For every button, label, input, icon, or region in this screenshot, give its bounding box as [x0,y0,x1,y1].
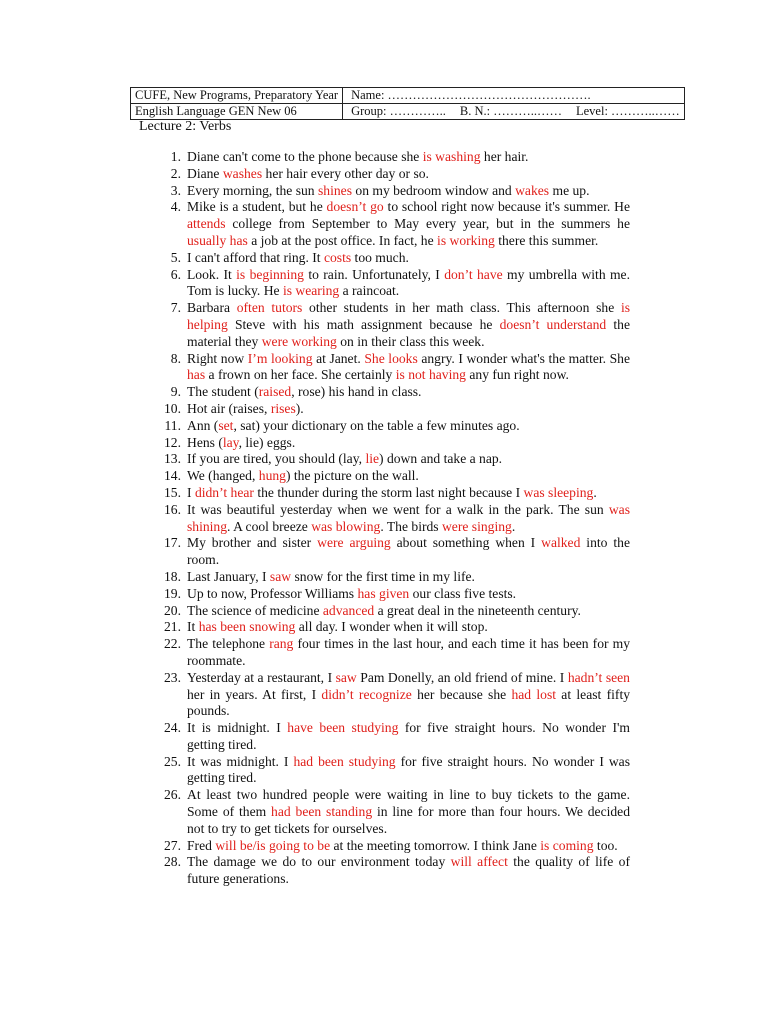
header-row [131,104,685,120]
list-item [157,502,630,536]
answer-text: is working [437,232,495,248]
course-cell: English Language GEN New 06 [131,104,343,120]
sentence-text: Last January, I [187,568,270,584]
sentence-text: ). [295,400,304,416]
item-number: 23. [164,669,181,685]
item-text [187,619,630,636]
sentence-text: Ann ( [187,417,219,433]
list-item [157,468,630,485]
sentence-text: We (hanged, [187,468,259,484]
item-number: 24. [164,720,181,736]
item-number: 5. [170,249,181,265]
sentence-text: The telephone [187,636,270,652]
sentence-text: the thunder during the storm last night because I [253,484,524,500]
answer-text: had been studying [293,753,396,769]
item-text [187,569,630,586]
answer-text: is washing [422,149,481,164]
sentence-text: Pam Donelly, an old friend of mine. I [356,669,568,685]
list-item [157,401,630,418]
list-item [157,603,630,620]
list-item [157,300,630,350]
item-number: 12. [164,434,181,450]
item-number: 15. [164,484,181,500]
answer-text: had lost [511,686,557,702]
list-item [157,351,630,385]
list-item [157,670,630,720]
item-text [187,854,630,888]
item-text [187,535,630,569]
sentence-text: Diane [187,165,223,181]
answer-text: shines [318,182,352,198]
sentence-text: Barbara [187,300,237,316]
sentence-text: at Janet. [312,350,365,366]
sentence-text: too much. [351,249,409,265]
item-text [187,435,630,452]
bench-number-field: B. N.: ………..…… [459,104,562,118]
item-text [187,351,630,385]
sentence-text: a raincoat. [339,283,400,299]
item-text [187,300,630,350]
list-item [157,787,630,837]
item-text [187,720,630,754]
name-cell: Name: …………………………………………. [343,88,685,104]
list-item [157,435,630,452]
sentence-text: a frown on her face. She certainly [205,367,396,383]
item-text [187,754,630,788]
item-number: 16. [164,501,181,517]
sentence-text: , lie) eggs. [238,434,296,450]
sentence-text: Mike is a student, but he [187,199,327,215]
sentence-text: It was beautiful yesterday when we went for a walk in the park. The sun [187,501,609,517]
sentence-text: . [593,484,597,500]
sentence-text: I [187,484,195,500]
sentence-text: snow for the first time in my life. [291,568,475,584]
answer-text: doesn’t go [326,199,384,215]
answer-text: lay [222,434,239,450]
list-item [157,569,630,586]
exercise-list [157,149,630,888]
answer-text: walked [541,535,581,551]
item-text [187,838,630,855]
sentence-text: The student ( [187,384,259,400]
answer-text: has given [357,585,410,601]
item-number: 9. [170,384,181,400]
sentence-text: the material they [187,316,630,349]
answer-text: don’t have [444,266,503,282]
program-cell: CUFE, New Programs, Preparatory Year [131,88,343,104]
sentence-text: to rain. Unfortunately, I [303,266,445,282]
sentence-text: into the room. [187,535,630,568]
sentence-text: At least two hundred people were waiting in line to buy tickets to the game. Some of them [187,787,630,820]
item-number: 22. [164,636,181,652]
sentence-text: , sat) your dictionary on the table a few minutes ago. [233,417,520,433]
sentence-text: to school right now because it's summer. He [383,199,630,215]
answer-text: had been standing [271,804,373,820]
sentence-text: It [187,619,199,635]
list-item [157,754,630,788]
answer-text: saw [335,669,357,685]
sentence-text: The science of medicine [187,602,323,618]
sentence-text: on my bedroom window and [352,182,516,198]
item-number: 13. [164,451,181,467]
item-number: 25. [164,753,181,769]
sentence-text: Diane can't come to the phone because she [187,149,423,164]
item-text [187,603,630,620]
answer-text: has been snowing [198,619,296,635]
sentence-text: Yesterday at a restaurant, I [187,669,336,685]
answer-text: doesn’t understand [499,316,607,332]
sentence-text: Right now [187,350,248,366]
list-item [157,586,630,603]
answer-text: is helping [187,300,631,332]
item-text [187,384,630,401]
sentence-text: in line for more than four hours. We decided not to try to get tickets for ourselves. [187,804,631,836]
sentence-text: my umbrella with me. Tom is lucky. He [187,266,630,299]
sentence-text: If you are tired, you should (lay, [187,451,366,467]
list-item [157,183,630,200]
level-field: Level: ………..…… [576,104,680,118]
item-number: 27. [164,837,181,853]
list-item [157,485,630,502]
answer-text: was shining [187,501,630,534]
answer-text: was sleeping [523,484,594,500]
item-number: 26. [164,787,181,803]
sentence-text: all day. I wonder when it will stop. [295,619,488,635]
item-number: 11. [164,417,181,433]
sentence-text: Up to now, Professor Williams [187,585,358,601]
item-text [187,149,630,166]
answer-text: hadn’t seen [567,669,630,685]
sentence-text: her in years. At first, I [187,686,322,702]
list-item [157,854,630,888]
list-item [157,384,630,401]
item-text [187,468,630,485]
item-text [187,586,630,603]
sentence-text: Hot air (raises, [187,400,271,416]
item-number: 14. [164,468,181,484]
item-text [187,485,630,502]
sentence-text: any fun right now. [465,367,569,383]
item-number: 6. [170,266,181,282]
answer-text: were arguing [317,535,391,551]
answer-text: washes [222,165,263,181]
item-text [187,451,630,468]
answer-text: set [218,417,234,433]
sentence-text: Look. It [187,266,237,282]
item-number: 28. [164,854,181,870]
sentence-text: Steve with his math assignment because he [227,316,500,332]
item-text [187,267,630,301]
item-number: 7. [170,300,181,316]
sentence-text: too. [593,837,618,853]
item-text [187,670,630,720]
answer-text: have been studying [287,720,399,736]
list-item [157,267,630,301]
answer-text: didn’t recognize [321,686,412,702]
list-item [157,166,630,183]
sentence-text: ) the picture on the wall. [285,468,419,484]
sentence-text: at the meeting tomorrow. I think Jane [330,837,541,853]
sentence-text: other students in her math class. This afternoon she [302,300,621,316]
item-number: 21. [164,619,181,635]
item-text [187,636,630,670]
list-item [157,838,630,855]
item-text [187,183,630,200]
list-item [157,636,630,670]
answer-text: hung [258,468,286,484]
sentence-text: It is midnight. I [187,720,288,736]
item-text [187,418,630,435]
sentence-text: four times in the last hour, and each time it has been for my roommate. [187,636,630,668]
item-text [187,166,630,183]
answer-text: saw [269,568,292,584]
sentence-text: her because she [411,686,512,702]
sentence-text: a great deal in the nineteenth century. [374,602,581,618]
answer-text: I’m looking [247,350,313,366]
item-number: 2. [170,165,181,181]
sentence-text: Every morning, the sun [187,182,319,198]
answer-text: rang [269,636,294,652]
sentence-text: about something when I [390,535,542,551]
answer-text: wakes [515,182,550,198]
item-text [187,250,630,267]
item-number: 19. [164,585,181,601]
sentence-text: her hair. [480,149,529,164]
answer-text: is wearing [282,283,340,299]
sentence-text: It was midnight. I [187,753,294,769]
item-number: 17. [164,535,181,551]
answer-text: usually has [187,232,248,248]
answer-text: advanced [322,602,375,618]
answer-text: rises [270,400,296,416]
sentence-text: , rose) his hand in class. [291,384,422,400]
list-item [157,250,630,267]
group-cell [343,104,685,120]
list-item [157,199,630,249]
answer-text: lie [365,451,380,467]
answer-text: has [187,367,206,383]
answer-text: costs [323,249,352,265]
sentence-text: her hair every other day or so. [262,165,429,181]
sentence-text: a job at the post office. In fact, he [247,232,438,248]
lecture-title: Lecture 2: Verbs [139,119,232,134]
group-field: Group: ………….. [351,104,446,118]
sentence-text: me up. [549,182,590,198]
sentence-text: ) down and take a nap. [379,451,503,467]
sentence-text: . A cool breeze [227,518,312,534]
sentence-text: there this summer. [494,232,599,248]
item-number: 18. [164,568,181,584]
answer-text: will affect [450,854,508,870]
sentence-text: My brother and sister [187,535,318,551]
sentence-text: I can't afford that ring. It [187,249,324,265]
list-item [157,149,630,166]
answer-text: didn’t hear [194,484,254,500]
sentence-text: . The birds [380,518,442,534]
list-item [157,418,630,435]
item-number: 8. [170,350,181,366]
sentence-text: The damage we do to our environment today [187,854,451,870]
header-row [131,88,685,104]
list-item [157,720,630,754]
item-text [187,401,630,418]
answer-text: She looks [364,350,418,366]
sentence-text: Fred [187,837,216,853]
answer-text: were singing [441,518,512,534]
answer-text: raised [258,384,292,400]
item-number: 20. [164,602,181,618]
answer-text: was blowing [311,518,381,534]
answer-text: often tutors [236,300,303,316]
item-number: 1. [170,149,181,164]
sentence-text: for five straight hours. No wonder I'm getting tired. [187,720,630,752]
sentence-text: the quality of life of future generations. [187,854,630,887]
sentence-text: for five straight hours. No wonder I was getting tired. [187,753,630,786]
answer-text: is coming [540,837,594,853]
sentence-text: at least fifty pounds. [187,686,631,719]
answer-text: were working [261,333,337,349]
answer-text: is not having [395,367,466,383]
list-item [157,451,630,468]
sentence-text: angry. I wonder what's the matter. She [417,350,631,366]
header-table [130,87,685,120]
sentence-text: our class five tests. [409,585,517,601]
answer-text: attends [187,216,226,232]
sentence-text: Hens ( [187,434,223,450]
item-text [187,502,630,536]
item-number: 4. [170,199,181,215]
list-item [157,535,630,569]
answer-text: will be/is going to be [215,837,331,853]
sentence-text: on in their class this week. [336,333,485,349]
sentence-text: college from September to May every year, but in the summers he [225,216,630,232]
sentence-text: . [511,518,516,534]
list-item [157,619,630,636]
item-number: 3. [170,182,181,198]
answer-text: is beginning [236,266,304,282]
item-text [187,199,630,249]
item-text [187,787,630,837]
item-number: 10. [164,400,181,416]
